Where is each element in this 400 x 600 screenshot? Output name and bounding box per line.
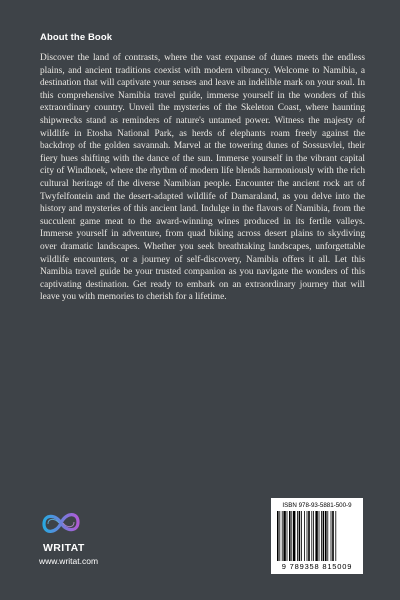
barcode-bar [287,511,288,561]
barcode-bar [299,511,301,561]
barcode-bar [293,511,295,561]
barcode-bar [327,511,328,561]
book-description: Discover the land of contrasts, where the vast expanse of dunes meets the endless plains, and ancient traditions coexist with modern vibrancy. Welcome to Namibia, a destination that will captivate your senses and leave an indelible mark on your soul. In this comprehensive Namibia travel guide, immerse yourself in the wonders of this extraordinary country. Unveil the mysteries of the Skeleton Coast, where haunting shipwrecks stand as reminders of nature's untamed power. Witness the majesty of wildlife in Etosha National Park, as herds of elephants roam freely against the backdrop of the golden savannah. Marvel at the towering dunes of Sossusvlei, their fiery hues shifting with the dance of the sun. Immerse yourself in the vibrant capital city of Windhoek, where the rhythm of modern life blends harmoniously with the rich cultural heritage of the diverse Namibian people. Encounter the ancient rock art of Twyfelfontein and the desert-adapted wildlife of Damaraland, as you delve into the history and mysteries of this ancient land. Indulge in the flavors of Namibia, from the succulent game meat to the award-winning wines produced in its fertile valleys. Immerse yourself in adventure, from quad biking across desert plains to skydiving over dramatic landscapes. Whether you seek breathtaking landscapes, unforgettable wildlife encounters, or a journey of self-discovery, Namibia offers it all. Let this Namibia travel guide be your trusted companion as you navigate the wonders of this captivating destination. Get ready to embark on an extraordinary journey that will leave you with memories to cherish for a lifetime. [40,53,365,303]
barcode-bar [307,511,308,561]
barcode-bar [301,511,302,561]
isbn-barcode [271,498,363,574]
publisher-logo [38,508,108,582]
barcode-bar [304,511,305,561]
barcode-bar [282,511,283,561]
barcode-bars [277,511,357,561]
barcode-digits: 9 789358 815009 [281,562,353,571]
barcode-bar [277,511,279,561]
barcode-bar [289,511,291,561]
barcode-bar [311,511,312,561]
isbn-label: ISBN 978-93-5881-500-9 [282,502,352,509]
barcode-bar [332,511,334,561]
barcode-bar [279,511,280,561]
infinity-logo-icon [40,508,82,538]
barcode-bar [308,511,310,561]
publisher-url: www.writat.com [39,556,99,566]
barcode-bar [297,511,298,561]
barcode-bar [323,511,325,561]
publisher-name: WRITAT [43,542,85,554]
barcode-bar [291,511,292,561]
barcode-bar [315,511,317,561]
barcode-bar [325,511,327,561]
barcode-bar [319,511,320,561]
section-heading: About the Book [40,32,113,43]
barcode-bar [313,511,314,561]
barcode-bar [331,511,332,561]
barcode-bar [321,511,322,561]
barcode-bar [335,511,336,561]
barcode-bar [283,511,285,561]
